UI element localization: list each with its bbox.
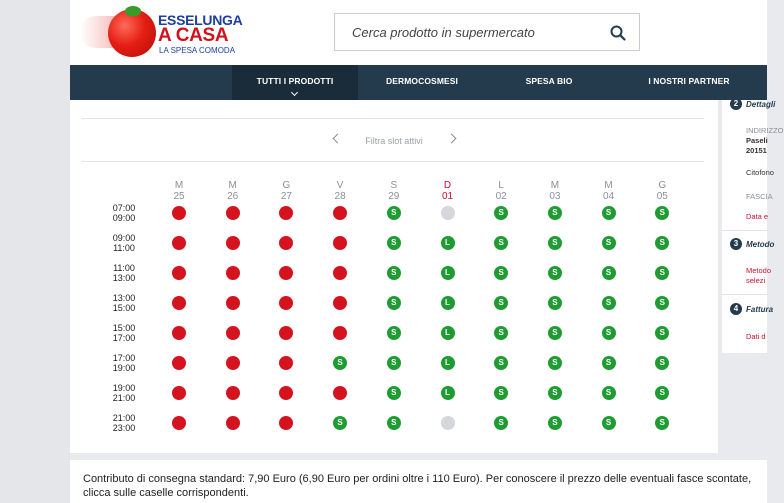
search-box [334,13,640,51]
esselunga-logo[interactable] [80,6,243,58]
time-end: 11:00 [113,243,135,253]
day-letter: M [550,180,560,191]
slot-full[interactable] [279,296,293,310]
slot-available[interactable]: S [602,206,616,220]
slot-available[interactable]: S [548,416,562,430]
address-line: Paseli [746,136,768,145]
slot-filter [70,131,718,151]
slot-available[interactable]: S [387,386,401,400]
slot-full[interactable] [279,206,293,220]
time-slot-label [106,353,142,373]
day-header [594,180,624,202]
slot-full[interactable] [226,356,240,370]
slot-available[interactable]: S [548,296,562,310]
day-number: 28 [334,191,346,202]
slot-full[interactable] [226,236,240,250]
day-header [325,180,355,202]
slot-available[interactable]: S [602,266,616,280]
time-slot-label [106,233,142,253]
nav-label: TUTTI I PRODOTTI [256,76,334,86]
slot-available[interactable]: S [655,326,669,340]
day-header [379,180,409,202]
slot-full[interactable] [333,206,347,220]
slot-available[interactable]: S [548,236,562,250]
tomato-icon [108,9,156,57]
day-number: 05 [656,191,668,202]
day-letter: M [228,180,237,191]
time-start: 19:00 [112,383,136,393]
left-gutter [0,0,70,503]
address-label: INDIRIZZO [746,126,784,135]
nav-label: I NOSTRI PARTNER [648,76,730,86]
day-header [218,180,248,202]
slot-available[interactable]: S [333,356,347,370]
slot-full[interactable] [226,386,240,400]
logo-a-casa: A CASA [158,25,229,46]
slot-available[interactable]: S [494,416,508,430]
slot-unavailable [441,416,455,430]
day-letter: V [336,180,344,191]
time-slot-label [106,383,142,403]
day-number: 01 [441,191,454,202]
slot-full[interactable] [172,416,186,430]
slot-full[interactable] [279,326,293,340]
slot-full[interactable] [333,326,347,340]
day-number: 27 [280,191,292,202]
slot-available[interactable]: S [333,416,347,430]
slot-available[interactable]: S [548,206,562,220]
slot-available[interactable]: S [548,266,562,280]
day-number: 03 [549,191,561,202]
header [70,0,767,65]
day-header [271,180,301,202]
slot-available[interactable]: L [441,266,455,280]
slot-unavailable [441,206,455,220]
search-icon[interactable] [609,24,627,42]
slot-full[interactable] [172,206,186,220]
day-letter: M [604,180,613,191]
slot-available[interactable]: S [548,386,562,400]
slot-available[interactable]: L [441,326,455,340]
slot-available[interactable]: S [387,206,401,220]
slot-full[interactable] [172,356,186,370]
address-zip: 20151 [746,146,767,155]
slot-available[interactable]: S [387,356,401,370]
divider [82,161,704,162]
slot-full[interactable] [172,386,186,400]
slot-available[interactable]: L [441,356,455,370]
day-letter: G [282,180,291,191]
chevron-down-icon [291,89,298,96]
slot-full[interactable] [226,206,240,220]
slot-available[interactable]: S [655,236,669,250]
time-end: 21:00 [112,393,136,403]
day-number: 25 [173,191,185,202]
slot-available[interactable]: S [387,296,401,310]
time-start: 15:00 [112,323,136,333]
delivery-slot-calendar [70,100,718,453]
slot-full[interactable] [279,416,293,430]
chevron-right-icon[interactable] [447,134,457,144]
time-slot-label [106,263,142,283]
slot-available[interactable]: S [494,236,508,250]
slot-available[interactable]: S [602,416,616,430]
divider [82,118,704,119]
divider [722,294,767,295]
slot-full[interactable] [226,296,240,310]
time-end: 23:00 [112,423,136,433]
slot-full[interactable] [279,236,293,250]
step-number: 2 [730,98,742,110]
logo-brand-name: ESSELUNGA [158,12,243,28]
slot-available[interactable]: S [655,206,669,220]
slot-available[interactable]: S [655,266,669,280]
step-number: 4 [730,303,742,315]
day-header [486,180,516,202]
time-end: 19:00 [112,363,136,373]
slot-available[interactable]: S [494,266,508,280]
intercom-label: Citofono [746,168,774,177]
slot-available[interactable]: S [602,236,616,250]
slot-available[interactable]: S [387,236,401,250]
slot-available[interactable]: S [387,266,401,280]
payment-link-2[interactable]: selezi [746,276,766,285]
slot-full[interactable] [333,236,347,250]
slot-available[interactable]: S [494,386,508,400]
slot-full[interactable] [279,386,293,400]
day-number: 26 [227,191,239,202]
delivery-info-text: Contributo di consegna standard: 7,90 Euro (6,90 Euro per ordini oltre i 110 Euro). Per conoscere il prezzo delle eventuali fasce scontate, clicca sulle caselle corrispondenti. [83,473,752,499]
time-start: 07:00 [112,203,136,213]
nav-i-nostri-partner[interactable] [624,65,754,100]
slot-full[interactable] [226,326,240,340]
step-title[interactable]: Dettagli [746,100,776,109]
slot-label: FASCIA [746,192,773,201]
time-start: 13:00 [112,293,136,303]
step-number: 3 [730,238,742,250]
time-end: 09:00 [112,213,136,223]
slot-available[interactable]: S [602,296,616,310]
divider [722,230,767,231]
slot-full[interactable] [279,356,293,370]
slot-available[interactable]: S [494,296,508,310]
slot-available[interactable]: S [602,326,616,340]
step-title[interactable]: Metodo [746,240,775,249]
slot-available[interactable]: S [602,356,616,370]
slot-available[interactable]: L [441,236,455,250]
filter-label[interactable]: Filtra slot attivi [365,136,423,146]
time-end: 15:00 [112,303,136,313]
slot-available[interactable]: L [441,296,455,310]
slot-available[interactable]: S [494,356,508,370]
time-start: 17:00 [112,353,136,363]
slot-full[interactable] [279,266,293,280]
main-nav [70,65,767,100]
slot-full[interactable] [172,266,186,280]
slot-full[interactable] [333,296,347,310]
day-header [540,180,570,202]
slot-full[interactable] [226,266,240,280]
day-header [164,180,194,202]
slot-available[interactable]: S [494,326,508,340]
nav-label: SPESA BIO [525,76,573,86]
day-number: 04 [603,191,615,202]
nav-spesa-bio[interactable] [494,65,604,100]
slot-full[interactable] [172,296,186,310]
slot-available[interactable]: S [655,356,669,370]
slot-available[interactable]: S [387,416,401,430]
day-letter: L [498,180,504,191]
day-header [433,180,463,202]
time-slot-label [106,323,142,343]
slot-available[interactable]: S [548,326,562,340]
day-number: 29 [388,191,400,202]
time-start: 09:00 [112,233,136,243]
slot-full[interactable] [172,236,186,250]
slot-available[interactable]: S [494,206,508,220]
nav-label: DERMOCOSMESI [385,76,459,86]
time-end: 17:00 [112,333,136,343]
slot-available[interactable]: S [655,296,669,310]
checkout-sidebar [722,99,784,353]
slot-full[interactable] [226,416,240,430]
time-start: 11:00 [113,263,135,273]
slot-available[interactable]: S [655,386,669,400]
slot-available[interactable]: S [655,416,669,430]
slot-available[interactable]: L [441,386,455,400]
day-letter: M [174,180,184,191]
slot-available[interactable]: S [387,326,401,340]
slot-available[interactable]: S [548,356,562,370]
time-start: 21:00 [112,413,136,423]
step-title[interactable]: Fattura [746,305,774,314]
slot-full[interactable] [172,326,186,340]
slot-full[interactable] [333,386,347,400]
day-header [647,180,677,202]
day-letter: G [658,180,667,191]
slot-date-link[interactable]: Data e [746,212,769,221]
invoice-link[interactable]: Dati d [746,332,766,341]
day-letter: D [443,180,452,191]
leaf-icon [125,6,141,16]
time-slot-label [106,203,142,223]
day-number: 02 [495,191,507,202]
search-input[interactable] [335,14,595,50]
chevron-left-icon[interactable] [333,134,343,144]
slot-available[interactable]: S [602,386,616,400]
slot-full[interactable] [333,266,347,280]
nav-dermocosmesi[interactable] [363,65,481,100]
day-letter: S [390,180,398,191]
delivery-info [70,460,767,503]
time-slot-label [106,293,142,313]
logo-tagline: LA SPESA COMODA [159,46,236,55]
nav-tutti-i-prodotti[interactable] [232,65,358,100]
time-slot-label [106,413,142,433]
payment-link[interactable]: Metodo [746,266,772,275]
time-end: 13:00 [112,273,136,283]
